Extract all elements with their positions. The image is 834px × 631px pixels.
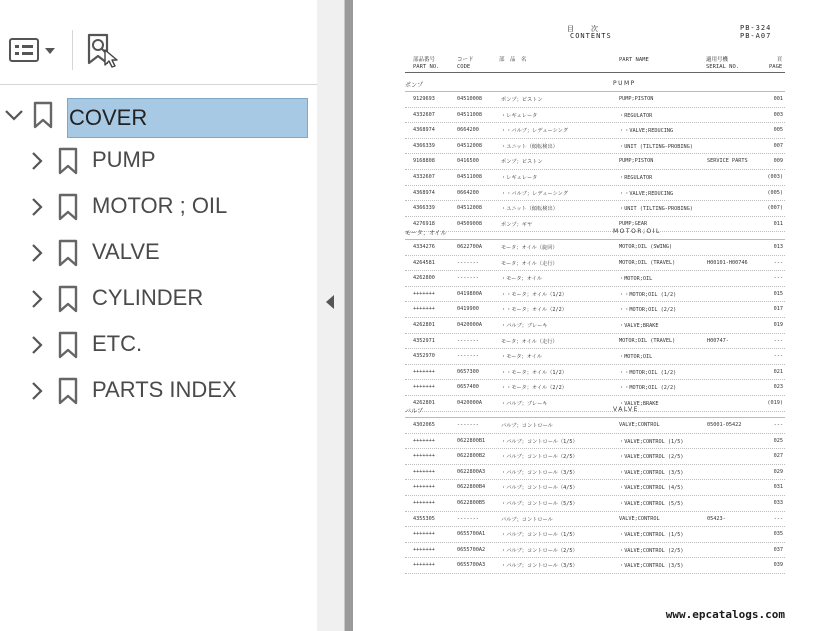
bookmarks-panel xyxy=(0,0,318,631)
bookmark-tree xyxy=(0,92,317,414)
cell-part-no: 4262801 xyxy=(413,321,435,328)
parts-row xyxy=(405,318,785,334)
cell-page: 021 xyxy=(773,368,783,375)
cell-page: 035 xyxy=(773,531,783,538)
find-current-bookmark-button[interactable] xyxy=(85,32,121,68)
parts-row xyxy=(405,365,785,381)
cell-code: 0655700A3 xyxy=(457,562,486,569)
cell-name-jp: ・バルブ；コントロール（1/5） xyxy=(501,532,578,539)
cell-page: --- xyxy=(773,353,783,360)
cell-page: (019) xyxy=(767,399,783,406)
section-title-en: MOTOR;OIL xyxy=(613,228,661,235)
document-page xyxy=(353,0,834,631)
cell-name-en: ・・MOTOR;OIL (1/2) xyxy=(619,369,677,376)
parts-row xyxy=(405,154,785,170)
cell-name-en: ・VALVE;CONTROL (2/5) xyxy=(619,547,684,554)
cell-part-no: 4368974 xyxy=(413,127,435,134)
cell-name-en: ・・VALVE;REDUCING xyxy=(619,128,674,135)
cell-serial: 05423- xyxy=(707,515,726,522)
cell-page: (007) xyxy=(767,205,783,212)
cell-name-jp: モータ；オイル（走行） xyxy=(501,260,558,267)
section-title-en: PUMP xyxy=(613,80,636,87)
cell-serial: 05001-05422 xyxy=(707,422,742,428)
cell-part-no: 4332607 xyxy=(413,111,435,118)
cell-code: 04511008 xyxy=(457,173,482,180)
cell-name-jp: バルブ；コントロール xyxy=(501,516,553,523)
cell-code: ------- xyxy=(457,353,479,360)
cell-part-no: +++++++ xyxy=(413,290,435,297)
cell-name-jp: モータ；オイル（走行） xyxy=(501,338,558,345)
cell-name-jp: ・バルブ；コントロール（3/5） xyxy=(501,469,578,476)
parts-row xyxy=(405,449,785,465)
parts-row xyxy=(405,108,785,124)
cell-name-jp: ・バルブ；コントロール（2/5） xyxy=(501,547,578,554)
cell-name-jp: ・レギュレータ xyxy=(501,112,538,119)
bookmark-icon xyxy=(56,193,80,221)
cell-part-no: +++++++ xyxy=(413,546,435,553)
bookmark-item-valve[interactable] xyxy=(0,230,317,276)
cell-page: 007 xyxy=(773,142,783,149)
parts-row xyxy=(405,434,785,450)
cell-name-en: ・VALVE;CONTROL (2/5) xyxy=(619,454,684,461)
cell-page: 039 xyxy=(773,562,783,569)
doc-code-2: PB-A07 xyxy=(740,32,772,40)
cell-part-no: 4302065 xyxy=(413,422,435,428)
bookmark-item-parts-index[interactable] xyxy=(0,368,317,414)
cell-part-no: 4366339 xyxy=(413,142,435,149)
cell-name-jp: ・・バルブ；レデューシング xyxy=(501,190,568,197)
cell-name-en: PUMP;PISTON xyxy=(619,158,654,165)
collapse-left-icon[interactable] xyxy=(323,292,337,312)
cell-part-no: 4352970 xyxy=(413,353,435,360)
cell-page: 023 xyxy=(773,384,783,391)
col-code-jp: コード xyxy=(457,57,474,63)
options-menu-button[interactable] xyxy=(8,36,58,66)
cell-code: ------- xyxy=(457,515,479,522)
cell-code: 0657400 xyxy=(457,384,479,391)
cell-part-no: 9129693 xyxy=(413,96,435,102)
parts-row xyxy=(405,349,785,365)
cell-code: 0622800B2 xyxy=(457,453,486,460)
cell-name-jp: バルブ；コントロール xyxy=(501,423,553,429)
cell-name-jp: ・バルブ；コントロール（1/5） xyxy=(501,438,578,445)
cell-name-en: PUMP;PISTON xyxy=(619,96,654,102)
cell-name-jp: ・バルブ；コントロール（4/5） xyxy=(501,485,578,492)
cell-page: 017 xyxy=(773,306,783,313)
parts-row xyxy=(405,512,785,528)
bookmark-item-pump[interactable] xyxy=(0,138,317,184)
cell-page: --- xyxy=(773,275,783,282)
cell-page: (005) xyxy=(767,189,783,196)
cell-part-no: 4262801 xyxy=(413,399,435,406)
parts-row xyxy=(405,496,785,512)
col-code xyxy=(457,57,474,71)
cell-page: --- xyxy=(773,337,783,344)
cell-page: 005 xyxy=(773,127,783,134)
cell-name-en: ・・MOTOR;OIL (1/2) xyxy=(619,291,677,298)
col-part-no-en: PART NO. xyxy=(413,64,440,70)
bookmark-item-etc[interactable] xyxy=(0,322,317,368)
col-serial xyxy=(706,57,739,71)
cell-name-en: ・UNIT (TILTING-PROBING) xyxy=(619,143,693,150)
parts-row xyxy=(405,240,785,256)
section-title xyxy=(405,226,785,240)
chevron-right-icon[interactable] xyxy=(25,241,49,265)
cell-page: 033 xyxy=(773,499,783,506)
parts-row xyxy=(405,480,785,496)
panel-collapse-bar xyxy=(317,0,345,631)
cell-name-en: MOTOR;OIL (SWING) xyxy=(619,244,673,250)
col-part-no xyxy=(413,57,440,71)
cell-part-no: 4366339 xyxy=(413,205,435,212)
cell-code: ------- xyxy=(457,275,479,282)
section-valve xyxy=(405,404,785,574)
cell-name-en: MOTOR;OIL (TRAVEL) xyxy=(619,259,676,266)
col-page xyxy=(769,57,782,71)
cell-part-no: +++++++ xyxy=(413,531,435,538)
parts-row xyxy=(405,543,785,559)
cell-name-jp: ・・モータ；オイル（2/2） xyxy=(501,307,567,314)
cell-code: 0416500 xyxy=(457,158,479,165)
section-motor-oil xyxy=(405,226,785,412)
section-title-jp: バルブ xyxy=(405,408,424,415)
find-bookmark-icon xyxy=(85,32,121,68)
doc-code-1: PB-324 xyxy=(740,24,772,32)
parts-row xyxy=(405,123,785,139)
cell-name-en: ・VALVE;CONTROL (1/5) xyxy=(619,532,684,539)
cell-name-jp: ・バルブ；コントロール（3/5） xyxy=(501,563,578,570)
cell-page: --- xyxy=(773,422,783,428)
cell-code: 0622800B5 xyxy=(457,499,486,506)
cell-serial: SERVICE PARTS xyxy=(707,158,748,165)
cell-part-no: 4368974 xyxy=(413,189,435,196)
toolbar-divider xyxy=(72,30,73,70)
cell-code: 0622800B4 xyxy=(457,484,486,491)
cell-name-jp: ・・モータ；オイル（1/2） xyxy=(501,291,567,298)
cell-code: 04512008 xyxy=(457,205,482,212)
col-page-jp: 頁 xyxy=(776,57,783,63)
parts-row xyxy=(405,287,785,303)
cell-name-en: ・REGULATOR xyxy=(619,174,653,181)
cell-name-en: VALVE;CONTROL xyxy=(619,422,660,428)
cell-name-en: VALVE;CONTROL xyxy=(619,515,660,522)
parts-row xyxy=(405,418,785,434)
cell-code: 0622800A3 xyxy=(457,468,486,475)
col-page-en: PAGE xyxy=(769,64,783,70)
cell-part-no: +++++++ xyxy=(413,562,435,569)
cell-part-no: 4264581 xyxy=(413,259,435,266)
cell-name-jp: ・バルブ；コントロール（2/5） xyxy=(501,454,578,461)
cell-name-en: ・MOTOR;OIL xyxy=(619,276,653,283)
cell-serial: H00747- xyxy=(707,337,729,344)
section-title xyxy=(405,78,785,92)
col-part-no-jp: 部品番号 xyxy=(413,57,436,63)
chevron-right-icon[interactable] xyxy=(25,333,49,357)
cell-code: 0657300 xyxy=(457,368,479,375)
cell-page: --- xyxy=(773,259,783,266)
cell-page: 025 xyxy=(773,437,783,444)
parts-row xyxy=(405,380,785,396)
col-serial-en: SERIAL NO. xyxy=(706,64,740,70)
cell-name-jp: ポンプ；ピストン xyxy=(501,97,543,103)
cell-name-jp: ・・バルブ；レデューシング xyxy=(501,128,568,135)
parts-row xyxy=(405,186,785,202)
section-title-en: VALVE xyxy=(613,406,639,413)
bookmark-label[interactable]: COVER xyxy=(67,98,308,138)
title-jp: 目 次 xyxy=(567,25,599,33)
cell-page: 013 xyxy=(773,244,783,250)
chevron-right-icon[interactable] xyxy=(25,149,49,173)
cell-name-en: ・VALVE;BRAKE xyxy=(619,400,659,407)
cell-part-no: +++++++ xyxy=(413,437,435,444)
cell-part-no: 4352971 xyxy=(413,337,435,344)
parts-row xyxy=(405,334,785,350)
cell-part-no: +++++++ xyxy=(413,499,435,506)
cell-code: 0622800B1 xyxy=(457,437,486,444)
parts-row xyxy=(405,201,785,217)
cell-name-en: ・REGULATOR xyxy=(619,112,653,119)
title-en: CONTENTS xyxy=(570,32,612,40)
cell-code: ------- xyxy=(457,422,479,428)
cell-name-jp: ポンプ；ピストン xyxy=(501,159,543,166)
section-title xyxy=(405,404,785,418)
cell-page: 011 xyxy=(773,220,783,227)
cell-part-no: +++++++ xyxy=(413,468,435,475)
cell-part-no: 4355305 xyxy=(413,515,435,522)
cell-page: 019 xyxy=(773,321,783,328)
cell-part-no: +++++++ xyxy=(413,453,435,460)
chevron-right-icon[interactable] xyxy=(25,195,49,219)
cell-name-jp: ポンプ；ギヤ xyxy=(501,221,533,228)
chevron-down-icon[interactable] xyxy=(2,103,26,127)
col-name-jp: 部 品 名 xyxy=(499,57,527,63)
bookmark-label[interactable]: VALVE xyxy=(92,239,160,264)
cell-name-jp: ・ユニット（傾転検出） xyxy=(501,206,558,213)
cell-code: 0622700A xyxy=(457,244,482,250)
section-title-jp: モータ；オイル xyxy=(405,230,447,237)
cell-name-en: ・VALVE;BRAKE xyxy=(619,322,659,329)
bookmark-icon xyxy=(56,331,80,359)
chevron-right-icon[interactable] xyxy=(25,379,49,403)
cell-name-jp: ・バルブ；コントロール（5/5） xyxy=(501,500,578,507)
cell-code: 0420000A xyxy=(457,399,482,406)
bookmark-label[interactable]: PUMP xyxy=(92,147,156,172)
page-gutter xyxy=(345,0,353,631)
cell-name-jp: ・レギュレータ xyxy=(501,174,538,181)
cell-code: 0655700A1 xyxy=(457,531,486,538)
bookmark-label[interactable]: ETC. xyxy=(92,331,143,356)
parts-row xyxy=(405,170,785,186)
cell-code: 0419900 xyxy=(457,306,479,313)
cell-part-no: +++++++ xyxy=(413,368,435,375)
bookmark-item-motor-oil[interactable] xyxy=(0,184,317,230)
cell-part-no: +++++++ xyxy=(413,484,435,491)
options-menu-icon xyxy=(8,36,58,66)
cell-page: 029 xyxy=(773,468,783,475)
cell-page: 031 xyxy=(773,484,783,491)
cell-page: --- xyxy=(773,515,783,522)
watermark-text: www.epcatalogs.com xyxy=(665,608,785,621)
col-name-en: PART NAME xyxy=(619,57,649,63)
cell-name-jp: ・バルブ；ブレーキ xyxy=(501,400,548,407)
cell-code: ------- xyxy=(457,259,479,266)
cell-part-no: 4276918 xyxy=(413,220,435,227)
parts-row xyxy=(405,465,785,481)
chevron-right-icon[interactable] xyxy=(25,287,49,311)
cell-name-jp: ・ユニット（傾転検出） xyxy=(501,143,558,150)
cell-name-en: MOTOR;OIL (TRAVEL) xyxy=(619,337,676,344)
bookmark-label[interactable]: MOTOR ; OIL xyxy=(92,193,228,218)
cell-part-no: 4262800 xyxy=(413,275,435,282)
parts-row xyxy=(405,558,785,574)
cell-name-jp: ・モータ；オイル xyxy=(501,354,543,361)
cell-name-en: ・VALVE;CONTROL (4/5) xyxy=(619,485,684,492)
bookmark-icon xyxy=(56,239,80,267)
cell-part-no: +++++++ xyxy=(413,384,435,391)
parts-row xyxy=(405,92,785,108)
cell-page: (003) xyxy=(767,173,783,180)
bookmark-icon xyxy=(56,147,80,175)
cell-name-en: ・VALVE;CONTROL (3/5) xyxy=(619,469,684,476)
col-serial-jp: 適用号機 xyxy=(706,57,729,63)
bookmark-icon xyxy=(31,101,55,129)
cell-part-no: 4334276 xyxy=(413,244,435,250)
cell-code: 04511008 xyxy=(457,111,482,118)
parts-row xyxy=(405,271,785,287)
cell-code: 04509008 xyxy=(457,220,482,227)
parts-row xyxy=(405,139,785,155)
cell-part-no: +++++++ xyxy=(413,306,435,313)
parts-row xyxy=(405,302,785,318)
cell-page: 003 xyxy=(773,111,783,118)
bookmark-icon xyxy=(56,377,80,405)
cell-name-en: ・VALVE;CONTROL (1/5) xyxy=(619,438,684,445)
cell-part-no: 4332607 xyxy=(413,173,435,180)
cell-code: ------- xyxy=(457,337,479,344)
bookmark-icon xyxy=(56,285,80,313)
cell-page: 037 xyxy=(773,546,783,553)
cell-name-en: ・・MOTOR;OIL (2/2) xyxy=(619,307,677,314)
section-title-jp: ポンプ xyxy=(405,82,424,89)
cell-name-jp: ・モータ；オイル xyxy=(501,276,543,283)
cell-name-en: ・・VALVE;REDUCING xyxy=(619,190,674,197)
cell-code: 04510008 xyxy=(457,96,482,102)
cell-code: 0664200 xyxy=(457,189,479,196)
bookmark-item-cylinder[interactable] xyxy=(0,276,317,322)
parts-row xyxy=(405,256,785,272)
cell-code: 0420000A xyxy=(457,321,482,328)
cell-name-en: PUMP;GEAR xyxy=(619,220,648,227)
cell-name-en: ・VALVE;CONTROL (5/5) xyxy=(619,500,684,507)
section-pump xyxy=(405,78,785,232)
cell-name-en: ・・MOTOR;OIL (2/2) xyxy=(619,385,677,392)
col-code-en: CODE xyxy=(457,64,471,70)
cell-name-en: ・UNIT (TILTING-PROBING) xyxy=(619,206,693,213)
bookmark-label[interactable]: CYLINDER xyxy=(92,285,204,310)
cell-page: 015 xyxy=(773,290,783,297)
bookmark-item-cover[interactable] xyxy=(0,92,317,138)
cell-name-en: ・VALVE;CONTROL (3/5) xyxy=(619,563,684,570)
cell-page: 001 xyxy=(773,96,783,102)
cell-code: 0419800A xyxy=(457,290,482,297)
cell-page: 009 xyxy=(773,158,783,165)
cell-name-jp: ・・モータ；オイル（2/2） xyxy=(501,385,567,392)
cell-code: 04512008 xyxy=(457,142,482,149)
header-rule xyxy=(405,72,785,73)
cell-code: 0655700A2 xyxy=(457,546,486,553)
cell-name-jp: ・・モータ；オイル（1/2） xyxy=(501,369,567,376)
cell-serial: H00101-H00746 xyxy=(707,259,748,266)
bookmark-label[interactable]: PARTS INDEX xyxy=(92,377,237,402)
cell-page: 027 xyxy=(773,453,783,460)
cell-part-no: 9168808 xyxy=(413,158,435,165)
cell-name-jp: ・バルブ；ブレーキ xyxy=(501,322,548,329)
parts-row xyxy=(405,527,785,543)
cell-code: 0664200 xyxy=(457,127,479,134)
bookmarks-toolbar xyxy=(0,0,317,85)
cell-name-en: ・MOTOR;OIL xyxy=(619,354,653,361)
cell-name-jp: モータ；オイル（旋回） xyxy=(501,245,558,251)
